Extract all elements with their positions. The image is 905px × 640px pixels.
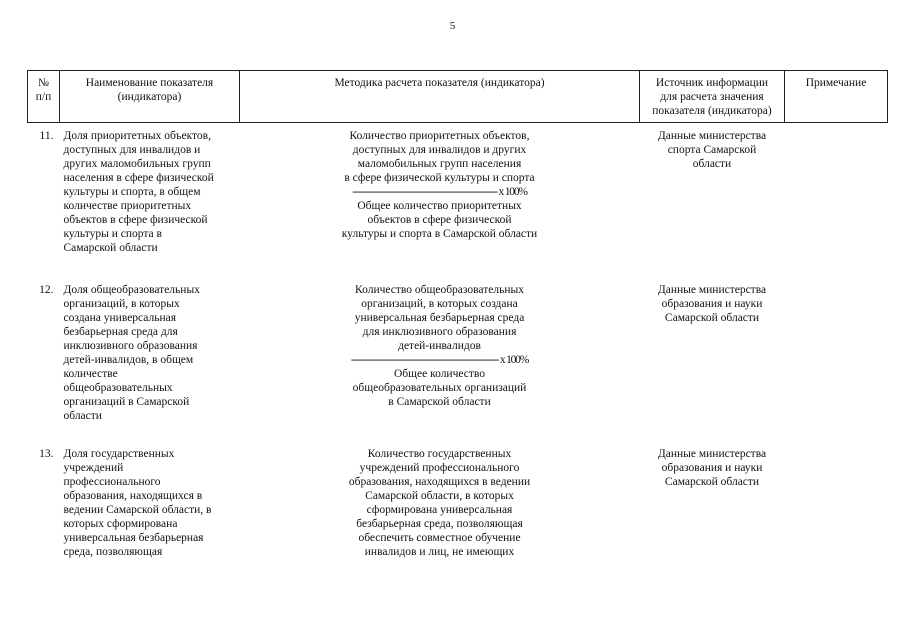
header-number: № п/п — [28, 71, 60, 123]
indicator-name: Доля государственных учреждений профессионального образования, находящихся в ведении Самарской области, в которых сформирована универсальная безбарьерная среда, позволяющая — [63, 448, 212, 558]
formula-numerator: Количество государственных учреждений профессионального образования, находящихся в ведении Самарской области, в которых сформирована универсальная безбарьерная среда, позволяющая обеспечить совместное обучение инвалидов и лиц, не имеющих — [348, 448, 531, 558]
header-note: Примечание — [785, 71, 888, 123]
indicators-table — [27, 70, 888, 559]
calculation-method — [240, 267, 640, 431]
header-method: Методика расчета показателя (индикатора) — [240, 71, 640, 123]
formula-denominator: Общее количество общеобразовательных организаций в Самарской области — [352, 368, 527, 408]
formula-denominator: Общее количество приоритетных объектов в сфере физической культуры и спорта в Самарской области — [341, 200, 538, 240]
info-source: Данные министерства образования и науки Самарской области — [657, 284, 767, 324]
table-row — [28, 123, 888, 268]
note-cell — [785, 123, 888, 268]
formula-fraction-line: -------------------------------------------------------- х 100% — [350, 354, 529, 366]
indicator-name: Доля приоритетных объектов, доступных для инвалидов и других маломобильных групп населения в сфере физической культуры и спорта, в общем количестве приоритетных объектов в сфере физической культуры и спорта в Самарской области — [63, 130, 214, 254]
indicator-name: Доля общеобразовательных организаций, в которых создана универсальная безбарьерная среда для инклюзивного образования детей-инвалидов, в общем количестве общеобразовательных организаций в Самарской области — [63, 284, 200, 422]
info-source: Данные министерства спорта Самарской области — [657, 130, 767, 170]
calculation-method — [240, 123, 640, 268]
row-number: 13. — [39, 448, 54, 460]
info-source: Данные министерства образования и науки Самарской области — [657, 448, 767, 488]
note-cell — [785, 431, 888, 559]
calculation-method — [240, 431, 640, 559]
header-source: Источник информации для расчета значения показателя (индикатора) — [640, 71, 785, 123]
formula-numerator: Количество приоритетных объектов, доступных для инвалидов и других маломобильных групп населения в сфере физической культуры и спорта — [344, 130, 535, 184]
table-row — [28, 267, 888, 431]
table-header-row — [28, 71, 888, 123]
page-number: 5 — [449, 20, 456, 32]
table-row — [28, 431, 888, 559]
row-number: 12. — [39, 284, 54, 296]
formula-fraction-line: ------------------------------------------------------- х 100% — [352, 186, 527, 198]
formula-numerator: Количество общеобразовательных организаций, в которых создана универсальная безбарьерная среда для инклюзивного образования детей-инвалидов — [354, 284, 525, 352]
note-cell — [785, 267, 888, 431]
header-indicator-name: Наименование показателя (индикатора) — [60, 71, 240, 123]
row-number: 11. — [39, 130, 54, 142]
